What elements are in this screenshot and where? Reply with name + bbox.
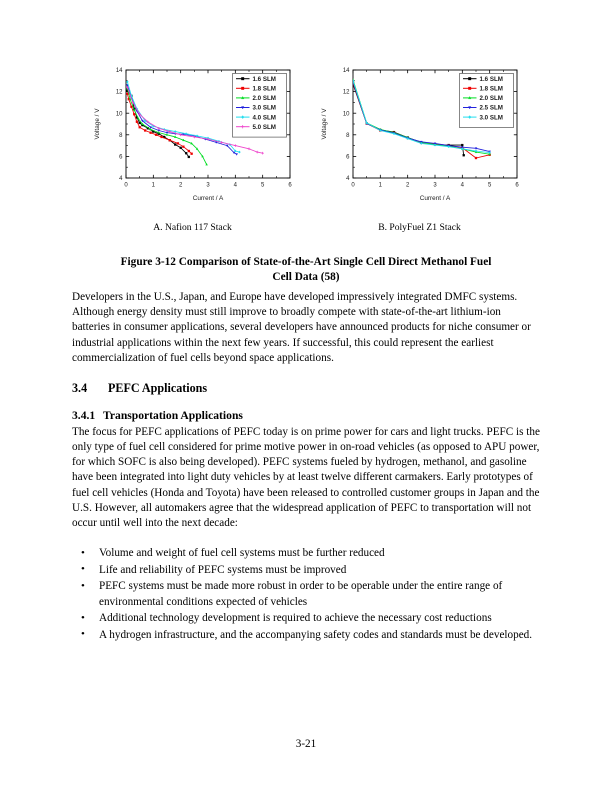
- x-axis-tick-label: 3: [206, 182, 210, 189]
- chart-subcaptions: [72, 222, 540, 233]
- data-point-marker: [174, 144, 176, 146]
- y-axis-tick-label: 12: [342, 89, 350, 96]
- data-point-marker: [144, 129, 146, 131]
- legend-label: 2.0 SLM: [479, 95, 503, 103]
- heading-3-4-title: PEFC Applications: [108, 380, 208, 395]
- x-axis-tick-label: 4: [460, 182, 465, 189]
- legend-label: 2.0 SLM: [252, 95, 276, 103]
- heading-3-4-1-number: 3.4.1: [72, 409, 96, 423]
- y-axis-tick-label: 8: [346, 132, 350, 139]
- data-point-marker: [155, 134, 157, 136]
- legend-label: 1.6 SLM: [252, 75, 276, 83]
- legend-label: 1.6 SLM: [479, 75, 503, 83]
- data-point-marker: [133, 113, 135, 115]
- heading-3-4-number: 3.4: [72, 380, 88, 395]
- x-axis-label: Current / A: [419, 195, 451, 202]
- heading-3-4-1: [72, 409, 540, 423]
- data-point-marker: [475, 157, 477, 159]
- subcaption-b: B. PolyFuel Z1 Stack: [378, 222, 461, 233]
- page-footer: [0, 738, 612, 750]
- bullet-item: • PEFC systems must be made more robust in order to be operable under the entire range of environmental conditions expected of vehicles: [72, 579, 540, 609]
- data-point-marker: [130, 106, 132, 108]
- data-point-marker: [241, 77, 244, 80]
- paragraph-transportation: The focus for PEFC applications of PEFC today is on prime power for cars and light trucks. PEFC is the only type of fuel cell considered for prime motive power in on-road vehicles (as opposed to APU power, for which SOFC is also being developed). PEFC systems fueled by hydrogen, methanol, and gasoline have been integrated into light duty vehicles by at least twelve different carmakers. Early prototypes of fuel cell vehicles (Honda and Toyota) have been released to controlled customer groups in Japan and the U.S. However, all automakers agree that the widespread application of PEFC to transportation will not occur until well into the next decade:: [72, 425, 540, 529]
- chart-a-nafion-117-stack: [90, 62, 295, 214]
- data-point-marker: [241, 87, 244, 90]
- figure-3-12: [72, 62, 540, 285]
- body-content: [72, 290, 540, 645]
- x-axis-tick-label: 2: [178, 182, 183, 189]
- data-point-marker: [191, 153, 193, 155]
- y-axis-tick-label: 10: [342, 111, 350, 118]
- x-axis-tick-label: 5: [487, 182, 492, 189]
- bullet-item: • Additional technology development is required to achieve the necessary cost reductions: [72, 611, 540, 626]
- y-axis-tick-label: 14: [115, 68, 123, 75]
- subcaption-a: A. Nafion 117 Stack: [153, 222, 232, 233]
- data-point-marker: [126, 93, 128, 95]
- data-point-marker: [139, 126, 141, 128]
- bullet-item: • Volume and weight of fuel cell systems must be further reduced: [72, 546, 540, 561]
- chart-b-container: [317, 62, 522, 214]
- y-axis-tick-label: 4: [346, 176, 350, 183]
- data-point-marker: [169, 139, 171, 141]
- chart-a-container: [90, 62, 295, 214]
- x-axis-tick-label: 3: [433, 182, 437, 189]
- x-axis-tick-label: 0: [124, 182, 128, 189]
- chart-legend: [460, 74, 514, 128]
- x-axis-tick-label: 0: [351, 182, 355, 189]
- data-point-marker: [150, 132, 152, 134]
- page-number: 3-21: [295, 738, 317, 750]
- x-axis-tick-label: 1: [378, 182, 383, 189]
- legend-label: 5.0 SLM: [252, 123, 276, 131]
- y-axis-tick-label: 4: [119, 176, 123, 183]
- paragraph-dmfc-developers: Developers in the U.S., Japan, and Europe have developed impressively integrated DMFC systems. Although energy density must still improve to broadly compete with state-of-the-art lithium-ion batteries in consumer applications, several developers have announced products for niche consumer or industrial applications within the next few years. If successful, this could represent the earliest commercialization of fuel cells beyond space applications.: [72, 291, 531, 364]
- data-point-marker: [177, 142, 179, 144]
- chart-b-polyfuel-z1-stack: [317, 62, 522, 214]
- data-point-marker: [180, 147, 182, 149]
- legend-label: 1.8 SLM: [479, 85, 503, 93]
- data-point-marker: [161, 136, 163, 138]
- data-point-marker: [468, 87, 471, 90]
- legend-label: 1.8 SLM: [252, 85, 276, 93]
- heading-3-4: [72, 381, 540, 396]
- bullet-item: • Life and reliability of PEFC systems must be improved: [72, 563, 540, 578]
- x-axis-tick-label: 2: [405, 182, 410, 189]
- figure-caption: Figure 3-12 Comparison of State-of-the-Art Single Cell Direct Methanol Fuel Cell Data (58): [120, 256, 492, 283]
- y-axis-label: Voltage / V: [94, 108, 101, 140]
- x-axis-tick-label: 1: [151, 182, 156, 189]
- requirements-bullet-list: [72, 546, 540, 643]
- data-point-marker: [188, 150, 190, 152]
- legend-label: 4.0 SLM: [252, 114, 276, 122]
- x-axis-tick-label: 4: [233, 182, 238, 189]
- y-axis-tick-label: 12: [115, 89, 123, 96]
- data-point-marker: [461, 144, 463, 146]
- y-axis-tick-label: 6: [346, 154, 350, 161]
- data-point-marker: [182, 146, 184, 148]
- bullet-item: • A hydrogen infrastructure, and the accompanying safety codes and standards must be developed.: [72, 628, 540, 643]
- y-axis-tick-label: 8: [119, 132, 123, 139]
- legend-label: 3.0 SLM: [479, 114, 503, 122]
- data-point-marker: [468, 77, 471, 80]
- x-axis-tick-label: 5: [260, 182, 265, 189]
- y-axis-tick-label: 14: [342, 68, 350, 75]
- y-axis-tick-label: 6: [119, 154, 123, 161]
- legend-label: 3.0 SLM: [252, 104, 276, 112]
- x-axis-tick-label: 6: [515, 182, 519, 189]
- data-point-marker: [136, 121, 138, 123]
- charts-row: [72, 62, 540, 214]
- data-point-marker: [139, 122, 141, 124]
- heading-3-4-1-title: Transportation Applications: [103, 409, 243, 423]
- x-axis-label: Current / A: [192, 195, 224, 202]
- x-axis-tick-label: 6: [288, 182, 292, 189]
- data-point-marker: [185, 152, 187, 154]
- chart-legend: [233, 74, 287, 138]
- data-point-marker: [188, 156, 190, 158]
- legend-label: 2.5 SLM: [479, 104, 503, 112]
- data-point-marker: [463, 154, 465, 156]
- y-axis-label: Voltage / V: [321, 108, 328, 140]
- y-axis-tick-label: 10: [115, 111, 123, 118]
